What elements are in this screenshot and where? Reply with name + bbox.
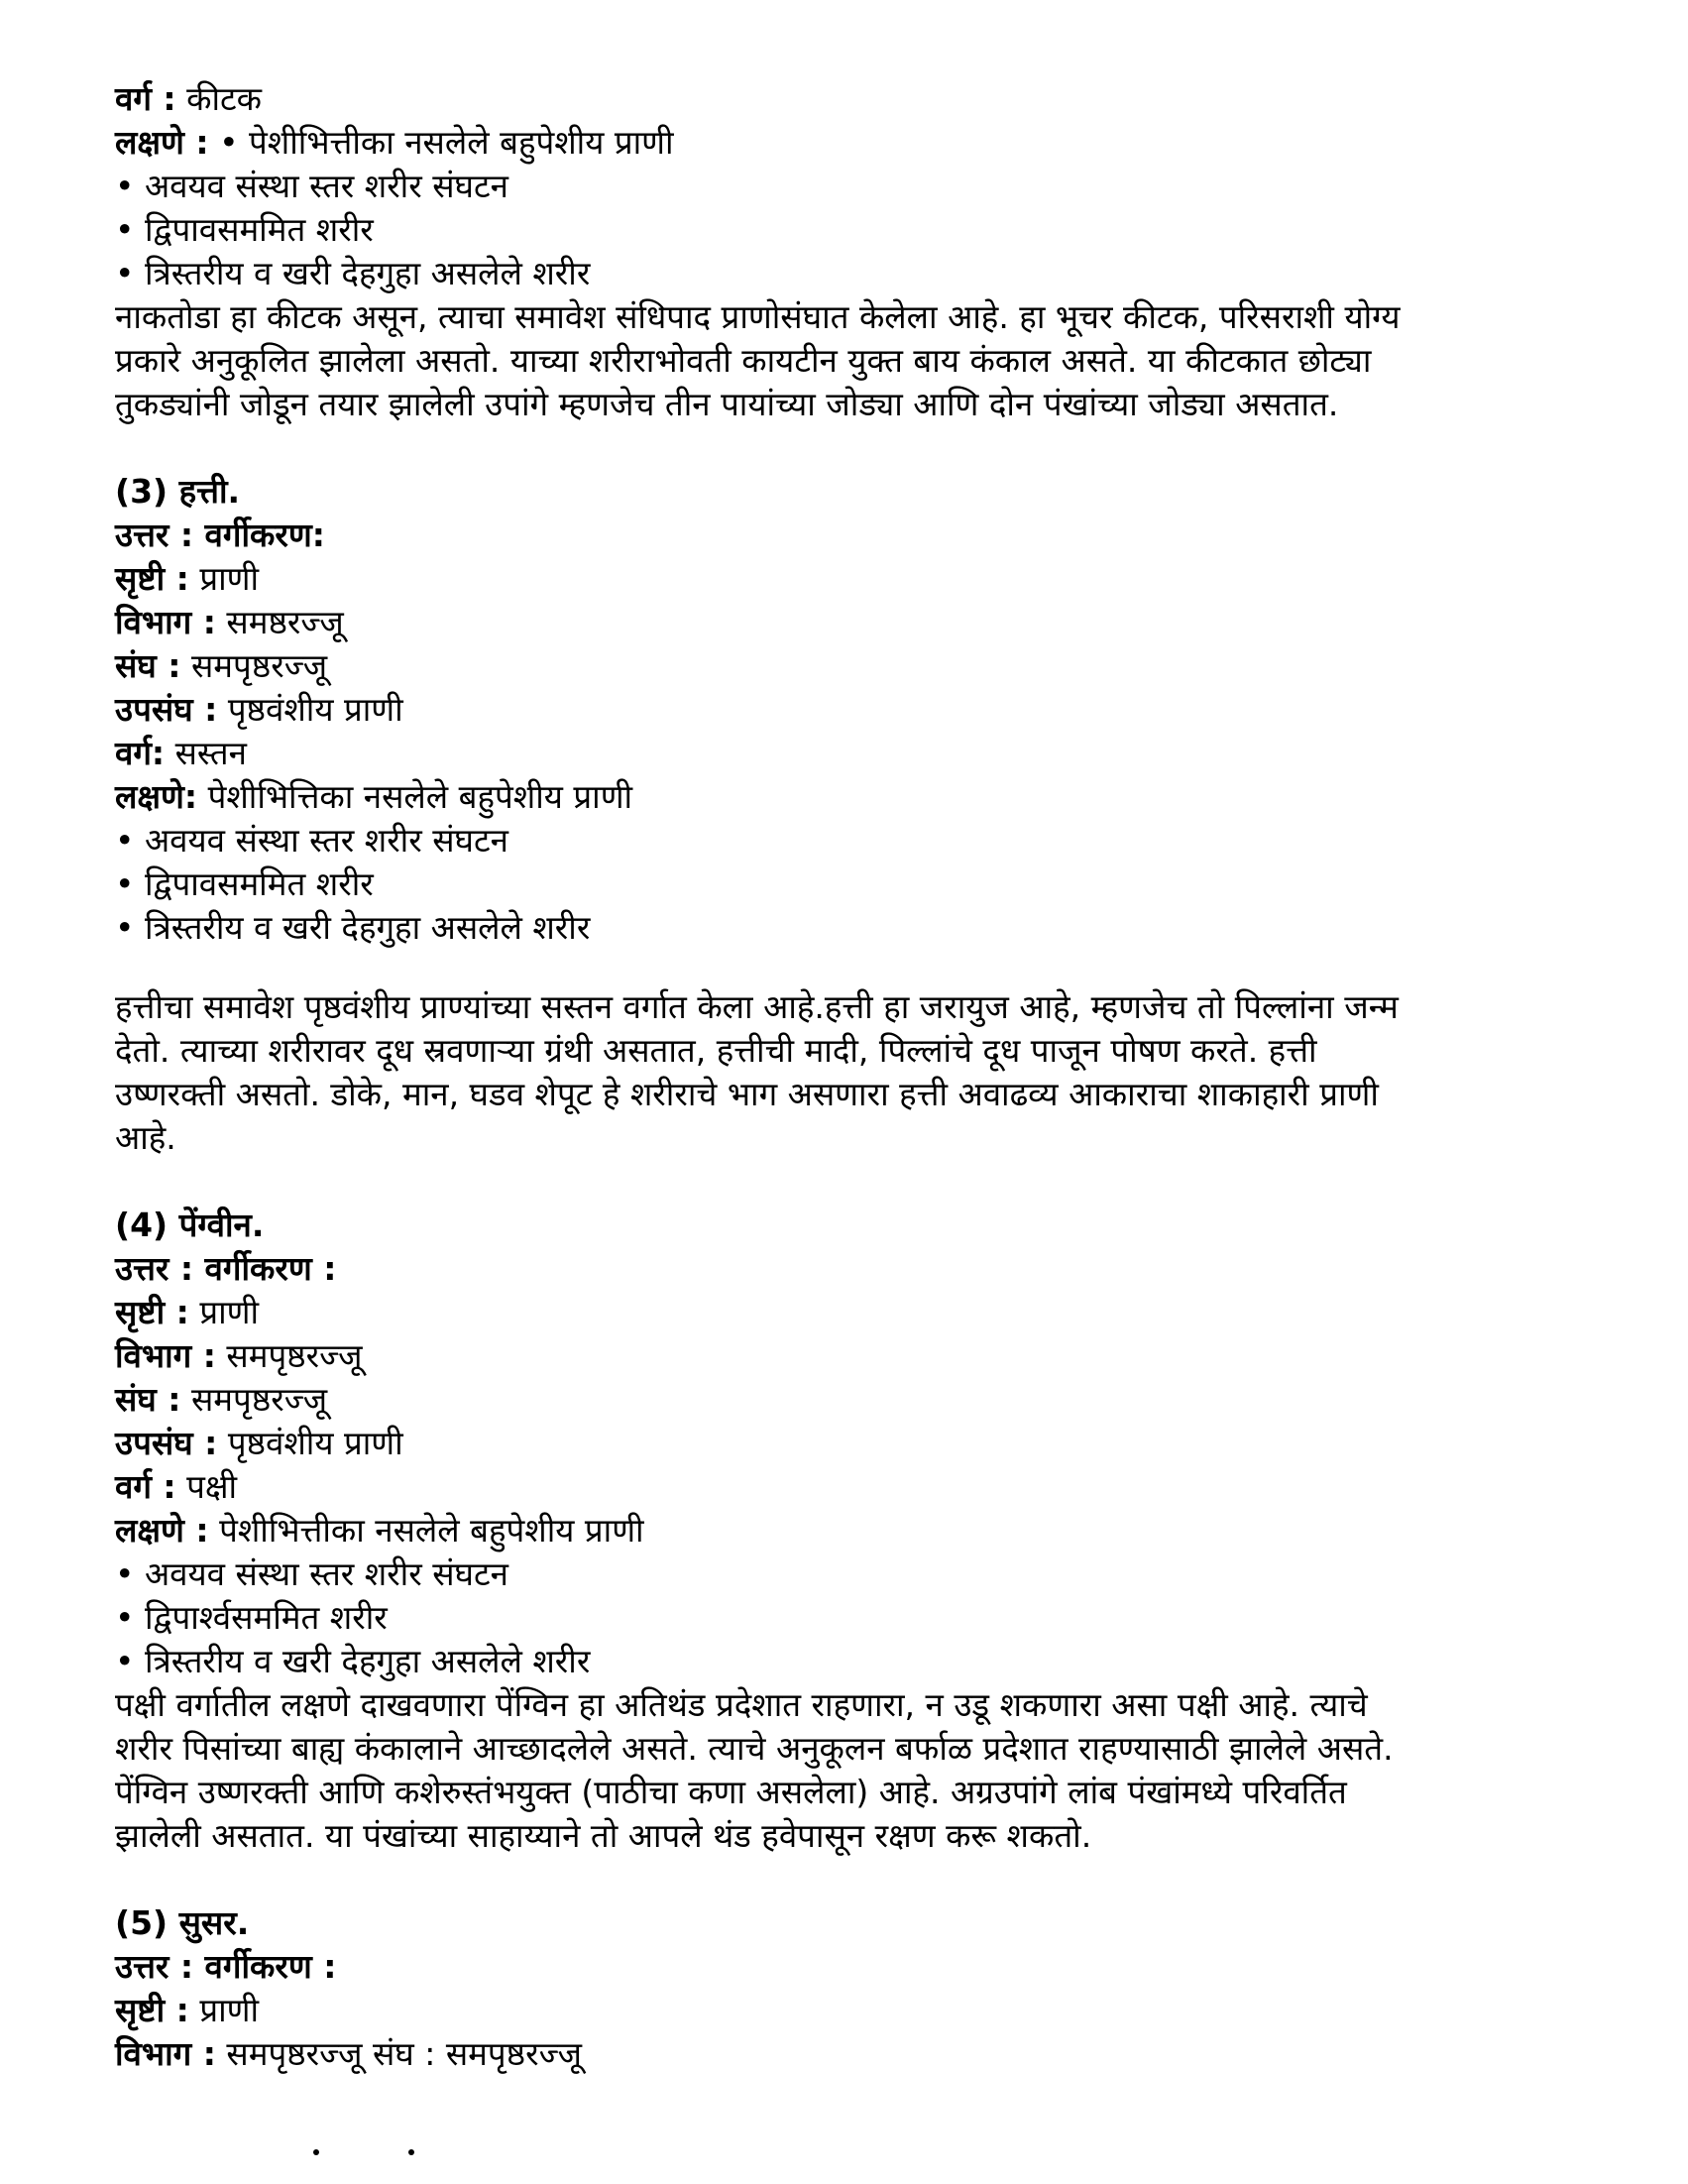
phylum-label: संघ : [115,1380,181,1419]
spacer [115,950,1582,985]
class-value: सस्तन [165,734,247,772]
section-insect [115,77,1582,426]
spacer [115,1160,1582,1204]
paragraph-line: उष्णरक्ती असतो. डोके, मान, घडव शेपूट हे शरीराचे भाग असणारा हत्ती अवाढव्य आकाराचा शाकाहारी प्राणी [115,1075,1379,1113]
document-page [115,77,1582,2076]
kingdom-label: सृष्टी : [115,1293,189,1331]
traits-first: पेशीभित्तिका नसलेले बहुपेशीय प्राणी [197,777,633,816]
division-value: समपृष्ठरज्जू [215,1336,363,1375]
phylum-row [115,1378,1582,1422]
phylum-label: संघ : [115,646,181,685]
class-row [115,732,1582,775]
paragraph-line: आहे. [115,1118,176,1157]
subphylum-label: उपसंघ : [115,1424,218,1462]
division-row [115,1334,1582,1378]
answer-heading: उत्तर : वर्गीकरण : [115,1947,337,1986]
bullet-item: • त्रिस्तरीय व खरी देहगुहा असलेले शरीर [115,252,1582,295]
spacer [115,1858,1582,1901]
paragraph-line: प्रकारे अनुकूलित झालेला असतो. याच्या शरीराभोवती कायटीन युक्त बाय कंकाल असते. या कीटकात छोट्या [115,341,1372,380]
section-crocodile [115,1901,1582,2076]
class-row [115,77,1582,121]
division-value: समपृष्ठरज्जू संघ : समपृष्ठरज्जू [215,2034,582,2073]
answer-heading: उत्तर : वर्गीकरण: [115,516,325,554]
traits-first: • पेशीभित्तीका नसलेले बहुपेशीय प्राणी [208,123,674,162]
paragraph-line: झालेली असतात. या पंखांच्या साहाय्याने तो आपले थंड हवेपासून रक्षण करू शकतो. [115,1816,1092,1855]
bullet-item: • त्रिस्तरीय व खरी देहगुहा असलेले शरीर [115,906,1582,950]
bullet-item: • द्विपावसममित शरीर [115,862,1582,906]
section-heading: (3) हत्ती. [115,472,241,511]
traits-label: लक्षणे : [115,123,209,162]
kingdom-row [115,1291,1582,1334]
class-value: कीटक [175,79,262,118]
subphylum-label: उपसंघ : [115,690,218,729]
class-label: वर्ग : [115,1467,176,1506]
paragraph-line: पेंग्विन उष्णरक्ती आणि कशेरुस्तंभयुक्त (पाठीचा कणा असलेला) आहे. अग्रउपांगे लांब पंखांमध्ये परिवर्तित [115,1773,1347,1811]
class-label: वर्ग: [115,734,166,772]
division-label: विभाग : [115,1336,216,1375]
division-label: विभाग : [115,2034,216,2073]
subphylum-row [115,688,1582,732]
kingdom-value: प्राणी [188,1991,260,2029]
paragraph-line: देतो. त्याच्या शरीरावर दूध स्रवणाऱ्या ग्रंथी असतात, हत्तीची मादी, पिल्लांचे दूध पाजून पोषण करते. हत्ती [115,1031,1317,1070]
phylum-row [115,644,1582,688]
bullet-item: • अवयव संस्था स्तर शरीर संघटन [115,819,1582,862]
subphylum-value: पृष्ठवंशीय प्राणी [217,1424,403,1462]
answer-heading: उत्तर : वर्गीकरण : [115,1249,337,1288]
class-label: वर्ग : [115,79,176,118]
section-heading: (4) पेंग्वीन. [115,1206,265,1244]
section-penguin [115,1204,1582,1858]
phylum-value: समपृष्ठरज्जू [180,1380,328,1419]
kingdom-row [115,1989,1582,2032]
traits-first: पेशीभित्तीका नसलेले बहुपेशीय प्राणी [208,1511,644,1550]
traits-row [115,775,1582,819]
paragraph-line: तुकड्यांनी जोडून तयार झालेली उपांगे म्हणजेच तीन पायांच्या जोड्या आणि दोन पंखांच्या जोड्या असतात. [115,385,1339,423]
traits-row [115,1509,1582,1552]
bullet-item: • त्रिस्तरीय व खरी देहगुहा असलेले शरीर [115,1640,1582,1683]
division-value: समष्ठरज्जू [215,603,344,641]
kingdom-value: प्राणी [188,1293,260,1331]
kingdom-row [115,557,1582,601]
paragraph-line: पक्षी वर्गातील लक्षणे दाखवणारा पेंग्विन हा अतिथंड प्रदेशात राहणारा, न उडू शकणारा असा पक्षी आहे. त्याचे [115,1685,1368,1724]
bullet-item: • द्विपावसममित शरीर [115,208,1582,252]
traits-label: लक्षणे : [115,1511,209,1550]
section-heading: (5) सुसर. [115,1903,250,1942]
division-label: विभाग : [115,603,216,641]
bullet-item: • अवयव संस्था स्तर शरीर संघटन [115,165,1582,208]
class-row [115,1465,1582,1509]
subphylum-value: पृष्ठवंशीय प्राणी [217,690,403,729]
division-row [115,2032,1582,2076]
paragraph-line: शरीर पिसांच्या बाह्य कंकालाने आच्छादलेले असते. त्याचे अनुकूलन बर्फाळ प्रदेशात राहण्यासाठी झालेले असते. [115,1729,1394,1768]
bullet-item: • अवयव संस्था स्तर शरीर संघटन [115,1552,1582,1596]
traits-label: लक्षणे: [115,777,198,816]
spacer [115,426,1582,470]
class-value: पक्षी [175,1467,238,1506]
bullet-item: • द्विपार्श्वसममित शरीर [115,1596,1582,1640]
phylum-value: समपृष्ठरज्जू [180,646,328,685]
kingdom-label: सृष्टी : [115,559,189,598]
kingdom-value: प्राणी [188,559,260,598]
section-elephant [115,470,1582,1160]
cut-off-text-fragment [115,2139,511,2159]
traits-row [115,121,1582,165]
paragraph-line: हत्तीचा समावेश पृष्ठवंशीय प्राण्यांच्या सस्तन वर्गात केला आहे.हत्ती हा जरायुज आहे, म्हणजेच तो पिल्लांना जन्म [115,987,1399,1026]
subphylum-row [115,1422,1582,1465]
division-row [115,601,1582,644]
kingdom-label: सृष्टी : [115,1991,189,2029]
paragraph-line: नाकतोडा हा कीटक असून, त्याचा समावेश संधिपाद प्राणोसंघात केलेला आहे. हा भूचर कीटक, परिसराशी योग्य [115,297,1401,336]
